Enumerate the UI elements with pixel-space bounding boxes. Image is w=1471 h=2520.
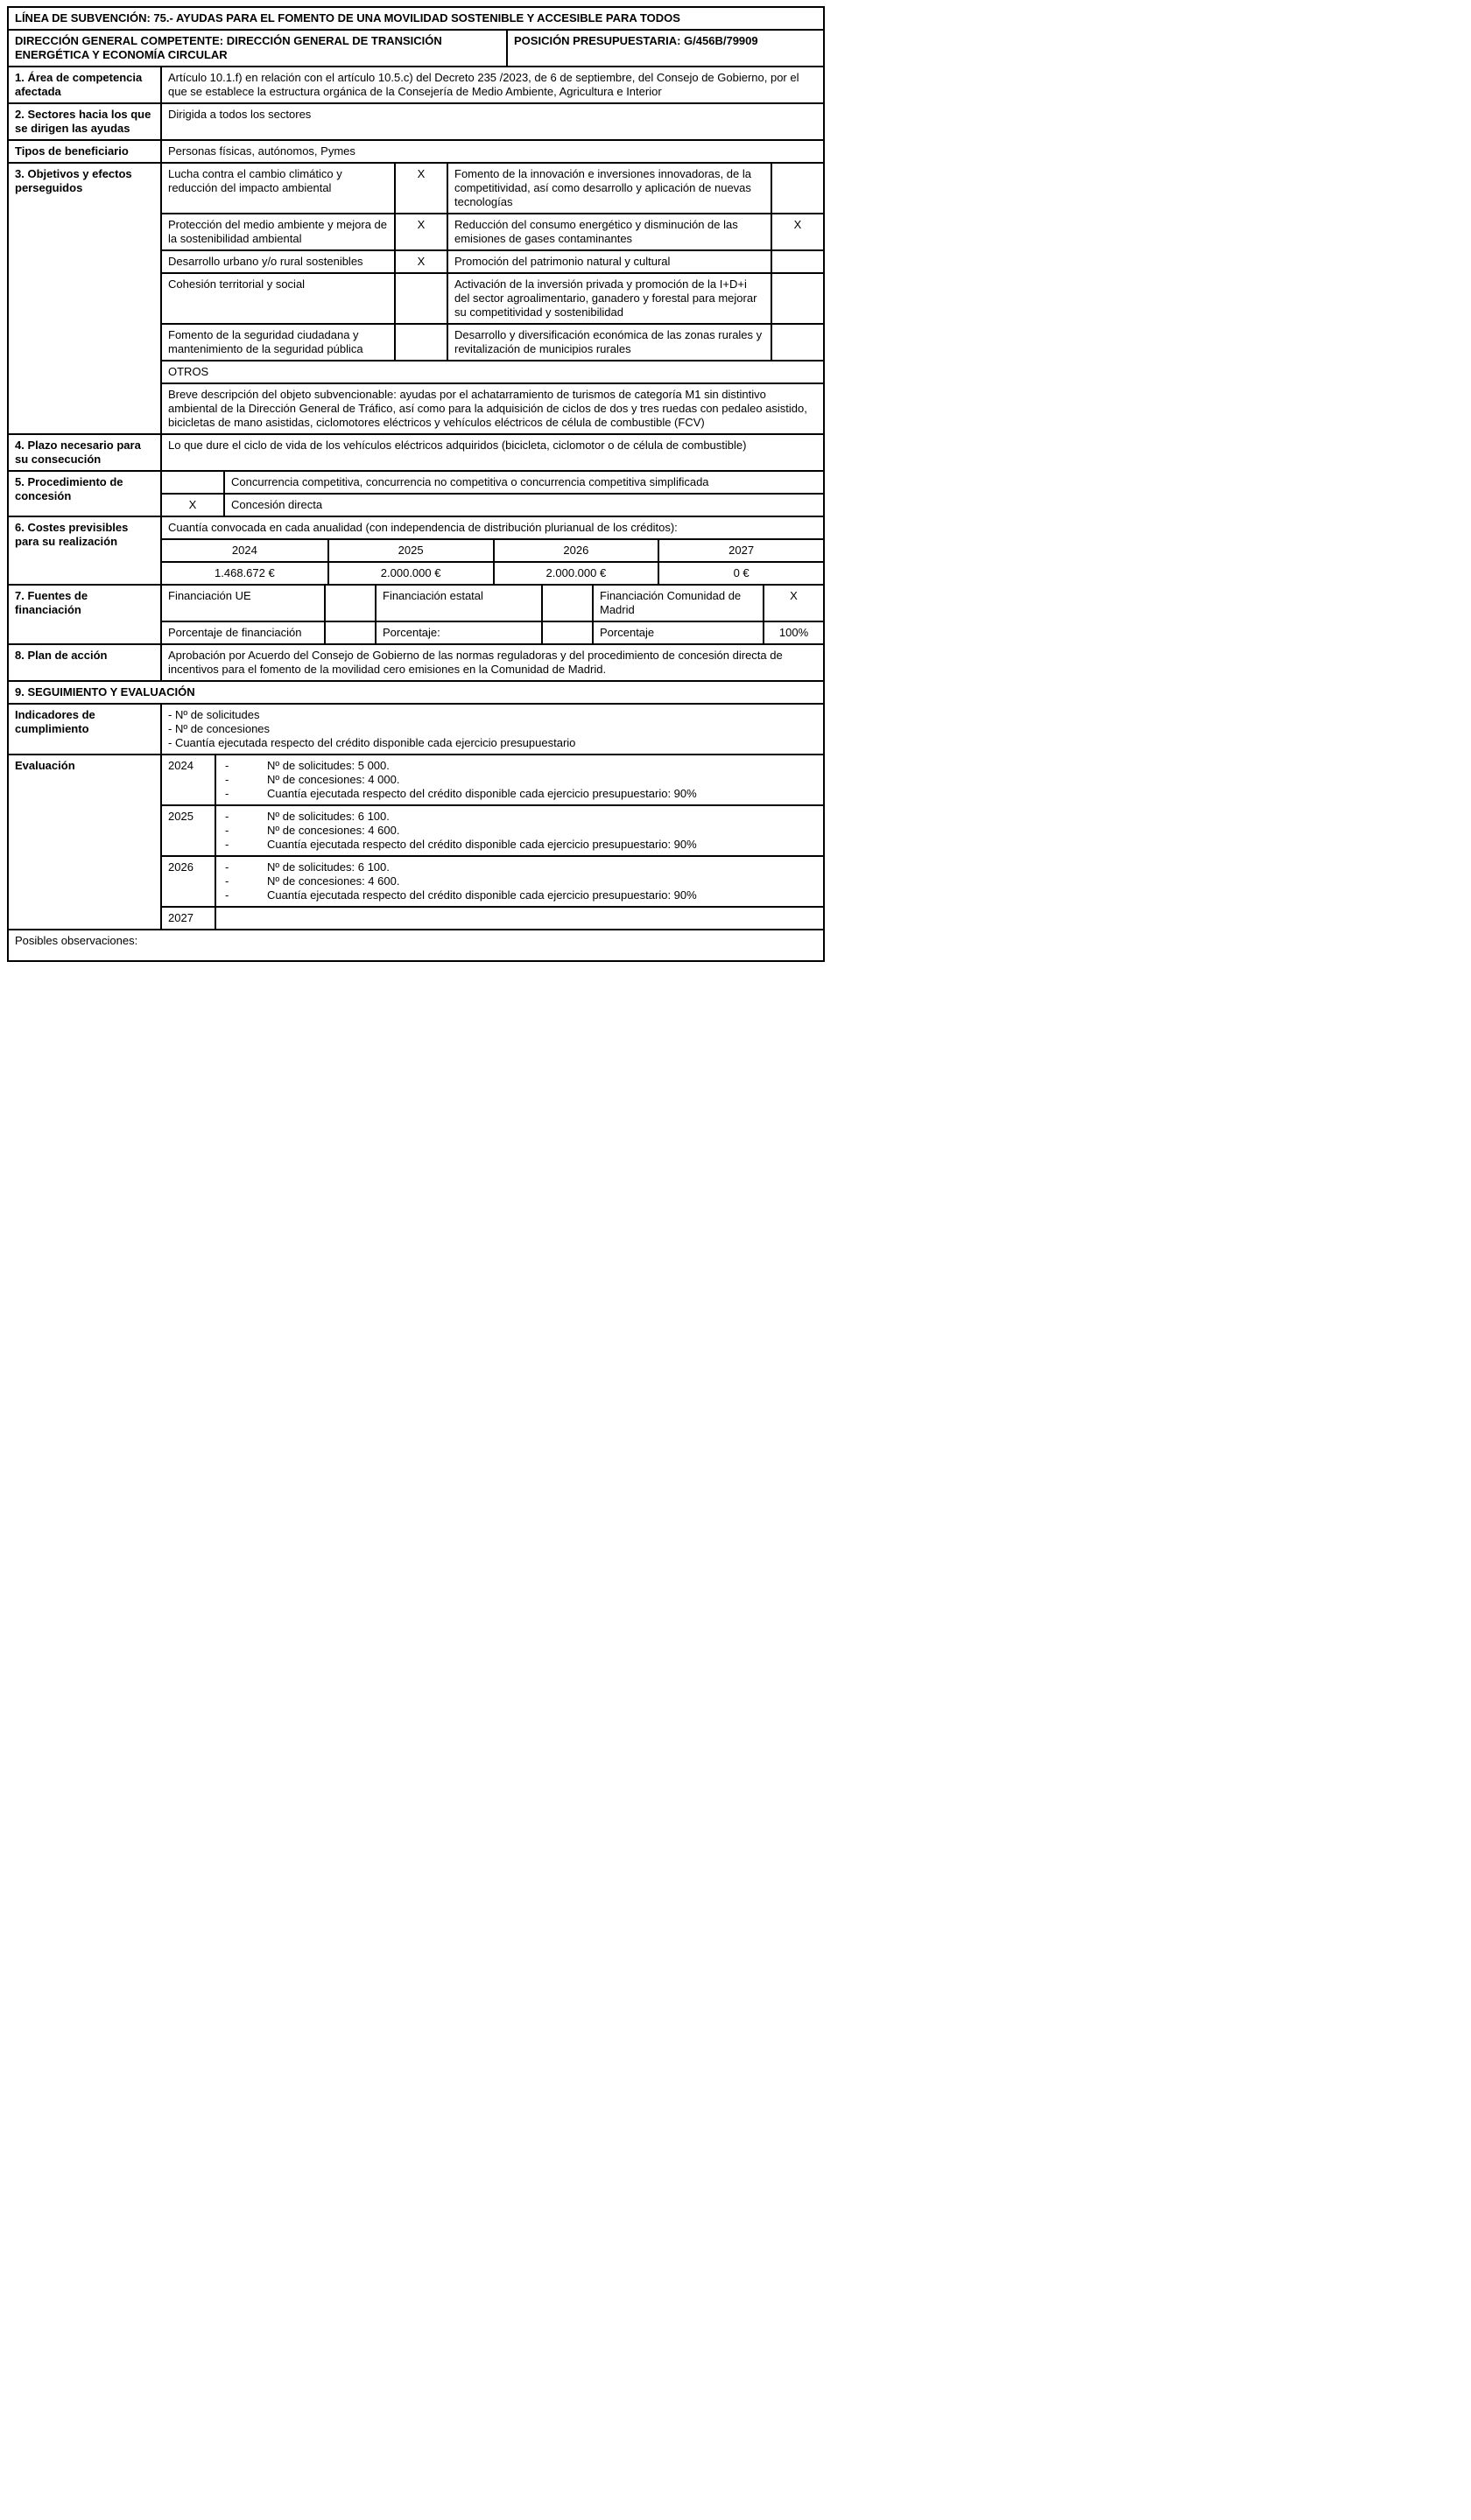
- financiacion-ue-label: Financiación UE: [168, 589, 251, 602]
- procedimiento-text: Concesión directa: [223, 495, 823, 516]
- objetivos-row: [9, 162, 823, 433]
- objetivo-left-label: Protección del medio ambiente y mejora de la sostenibilidad ambiental: [168, 218, 388, 245]
- costes-row: [9, 516, 823, 584]
- sectores-value: Dirigida a todos los sectores: [168, 108, 312, 121]
- porcentaje-comunidad-value: 100%: [763, 622, 823, 643]
- objetivo-row-5: [162, 323, 823, 360]
- objetivo-left-mark: X: [394, 164, 447, 213]
- evaluacion-2027-row: [162, 906, 823, 929]
- evaluacion-item: [216, 838, 823, 852]
- objetivo-left-mark: X: [394, 214, 447, 249]
- bullet-dash: -: [225, 787, 229, 800]
- area-competencia-value-col: [162, 67, 823, 102]
- observaciones-row: [9, 929, 823, 960]
- evaluacion-item: [216, 874, 823, 888]
- evaluacion-year: 2024: [162, 755, 216, 804]
- porcentaje-financiacion-label: Porcentaje de financiación: [168, 626, 302, 639]
- costes-amount: 1.468.672 €: [215, 566, 275, 579]
- porcentaje-estatal-label: Porcentaje:: [375, 622, 541, 643]
- beneficiario-row: [9, 139, 823, 162]
- objetivo-row-4: [162, 272, 823, 323]
- plan-accion-value: Aprobación por Acuerdo del Consejo de Gobierno de las normas reguladoras y del procedimiento de concesión directa de incentivos para el fomento de la movilidad cero emisiones en la Comunidad de Madrid.: [168, 649, 783, 676]
- indicador-item: - Nº de solicitudes: [168, 708, 260, 721]
- financiacion-estatal-label: Financiación estatal: [375, 586, 541, 621]
- evaluacion-year: 2027: [162, 908, 216, 929]
- procedimiento-value-col: [162, 472, 823, 516]
- evaluacion-2026-row: [162, 855, 823, 906]
- objetivo-right-label: Desarrollo y diversificación económica de las zonas rurales y revitalización de municipios rurales: [447, 325, 771, 360]
- indicadores-row: [9, 703, 823, 754]
- costes-value-col: [162, 517, 823, 584]
- area-competencia-label: 1. Área de competencia afectada: [9, 67, 162, 102]
- indicador-item: - Cuantía ejecutada respecto del crédito disponible cada ejercicio presupuestario: [168, 736, 576, 749]
- objetivo-left-mark: [394, 274, 447, 323]
- evaluacion-item-text: Nº de solicitudes: 6 100.: [267, 810, 390, 823]
- evaluacion-row: [9, 754, 823, 929]
- evaluacion-item-text: Cuantía ejecutada respecto del crédito disponible cada ejercicio presupuestario: 90%: [267, 888, 697, 902]
- evaluacion-2024-row: [162, 755, 823, 804]
- bullet-dash: -: [225, 773, 229, 786]
- beneficiario-label: Tipos de beneficiario: [9, 141, 162, 162]
- evaluacion-value-col: [162, 755, 823, 929]
- evaluacion-item: [216, 773, 823, 787]
- costes-year: 2024: [231, 544, 257, 557]
- evaluacion-2025-row: [162, 804, 823, 855]
- objetivo-left-label: Cohesión territorial y social: [168, 277, 306, 291]
- plazo-value-col: [162, 435, 823, 470]
- objetivo-left-label: Fomento de la seguridad ciudadana y mantenimiento de la seguridad pública: [168, 328, 363, 355]
- evaluacion-item: [216, 810, 823, 824]
- bullet-dash: -: [225, 888, 229, 902]
- costes-label: 6. Costes previsibles para su realización: [9, 517, 162, 584]
- costes-intro: Cuantía convocada en cada anualidad (con independencia de distribución plurianual de los créditos):: [168, 521, 678, 534]
- plan-accion-label: 8. Plan de acción: [9, 645, 162, 680]
- beneficiario-value: Personas físicas, autónomos, Pymes: [168, 144, 355, 158]
- costes-amounts-row: [162, 561, 823, 584]
- evaluacion-items: [216, 908, 823, 929]
- costes-amount: 0 €: [658, 563, 823, 584]
- plazo-label: 4. Plazo necesario para su consecución: [9, 435, 162, 470]
- objetivo-row-3: [162, 249, 823, 272]
- fuentes-value-col: [162, 586, 823, 643]
- posicion-presupuestaria-cell: POSICIÓN PRESUPUESTARIA: G/456B/79909: [514, 34, 758, 47]
- seguimiento-row: [9, 680, 823, 703]
- objetivos-descripcion-row: [162, 383, 823, 433]
- objetivo-right-mark: [771, 274, 823, 323]
- evaluacion-items: [216, 806, 823, 855]
- porcentaje-comunidad-label: Porcentaje: [592, 622, 763, 643]
- header-row: [9, 29, 823, 66]
- objetivos-otros-row: [162, 360, 823, 383]
- objetivo-right-label: Promoción del patrimonio natural y cultural: [447, 251, 771, 272]
- fuentes-tipo-row: [162, 586, 823, 621]
- costes-amount: 2.000.000 €: [493, 563, 658, 584]
- costes-year: 2027: [658, 540, 823, 561]
- bullet-dash: -: [225, 874, 229, 888]
- objetivos-otros-label: OTROS: [168, 365, 209, 378]
- plazo-value: Lo que dure el ciclo de vida de los vehículos eléctricos adquiridos (bicicleta, ciclomotor o de célula de combustible): [168, 439, 747, 452]
- costes-year: 2026: [493, 540, 658, 561]
- evaluacion-item: [216, 759, 823, 773]
- objetivo-right-label: Activación de la inversión privada y promoción de la I+D+i del sector agroalimentario, ganadero y forestal para mejorar su competitividad y sostenibilidad: [447, 274, 771, 323]
- financiacion-ue-mark: [324, 586, 375, 621]
- evaluacion-item-text: Nº de concesiones: 4 600.: [267, 874, 400, 888]
- evaluacion-item-text: Cuantía ejecutada respecto del crédito disponible cada ejercicio presupuestario: 90%: [267, 787, 697, 800]
- evaluacion-item: [216, 888, 823, 902]
- evaluacion-item-text: Nº de solicitudes: 5 000.: [267, 759, 390, 772]
- objetivo-left-label: Lucha contra el cambio climático y reducción del impacto ambiental: [168, 167, 342, 194]
- plan-accion-row: [9, 643, 823, 680]
- area-competencia-row: [9, 66, 823, 102]
- procedimiento-row: [9, 470, 823, 516]
- objetivo-right-mark: X: [771, 214, 823, 249]
- objetivos-descripcion: Breve descripción del objeto subvencionable: ayudas por el achatarramiento de turismos de categoría M1 sin distintivo ambiental de la Dirección General de Tráfico, así como para la adquisición de ciclos de dos y tres ruedas con pedaleo asistido, bicicletas de mano asistidas, ciclomotores eléctricos y vehículos eléctricos de célula de combustible (FCV): [168, 388, 807, 429]
- fuentes-porcentaje-row: [162, 621, 823, 643]
- area-competencia-value: Artículo 10.1.f) en relación con el artículo 10.5.c) del Decreto 235 /2023, de 6 de septiembre, del Consejo de Gobierno, por el que se establece la estructura orgánica de la Consejería de Medio Ambiente, Agricultura e Interior: [168, 71, 799, 98]
- direccion-general-cell: DIRECCIÓN GENERAL COMPETENTE: DIRECCIÓN GENERAL DE TRANSICIÓN ENERGÉTICA Y ECONOMÍA CIRCULAR: [9, 31, 508, 66]
- costes-amount: 2.000.000 €: [327, 563, 493, 584]
- bullet-dash: -: [225, 824, 229, 837]
- objetivo-left-mark: [394, 325, 447, 360]
- sectores-value-col: [162, 104, 823, 139]
- financiacion-estatal-mark: [541, 586, 592, 621]
- objetivo-row-1: [162, 164, 823, 213]
- bullet-dash: -: [225, 810, 229, 823]
- evaluacion-item-text: Nº de concesiones: 4 000.: [267, 773, 400, 786]
- plan-accion-value-col: [162, 645, 823, 680]
- porcentaje-ue-value: [324, 622, 375, 643]
- objetivo-row-2: [162, 213, 823, 249]
- indicadores-list: [162, 705, 823, 754]
- objetivo-right-mark: [771, 325, 823, 360]
- costes-intro-row: [162, 517, 823, 538]
- sectores-row: [9, 102, 823, 139]
- evaluacion-item: [216, 824, 823, 838]
- evaluacion-item-text: Nº de concesiones: 4 600.: [267, 824, 400, 837]
- objetivo-left-mark: X: [394, 251, 447, 272]
- beneficiario-value-col: [162, 141, 823, 162]
- procedimiento-mark: X: [188, 498, 197, 511]
- objetivos-value-col: [162, 164, 823, 433]
- objetivo-left-label: Desarrollo urbano y/o rural sostenibles: [168, 255, 363, 268]
- evaluacion-item-text: Nº de solicitudes: 6 100.: [267, 860, 390, 874]
- procedimiento-text: Concurrencia competitiva, concurrencia no competitiva o concurrencia competitiva simplificada: [223, 472, 823, 493]
- evaluacion-item: [216, 787, 823, 801]
- evaluacion-year: 2025: [162, 806, 216, 855]
- subsidy-line-title: LÍNEA DE SUBVENCIÓN: 75.- AYUDAS PARA EL FOMENTO DE UNA MOVILIDAD SOSTENIBLE Y ACCESIBLE PARA TODOS: [15, 11, 680, 25]
- costes-year: 2025: [327, 540, 493, 561]
- subsidy-line-table: [7, 6, 825, 962]
- bullet-dash: -: [225, 838, 229, 851]
- indicadores-value-col: [162, 705, 823, 754]
- evaluacion-label: Evaluación: [9, 755, 162, 929]
- evaluacion-item: [216, 860, 823, 874]
- bullet-dash: -: [225, 860, 229, 874]
- objetivo-right-label: Reducción del consumo energético y disminución de las emisiones de gases contaminantes: [447, 214, 771, 249]
- procedimiento-label: 5. Procedimiento de concesión: [9, 472, 162, 516]
- observaciones-label: Posibles observaciones:: [15, 934, 138, 947]
- indicador-item: - Nº de concesiones: [168, 722, 271, 735]
- financiacion-comunidad-mark: X: [763, 586, 823, 621]
- procedimiento-option-2: [162, 493, 823, 516]
- objetivos-label: 3. Objetivos y efectos perseguidos: [9, 164, 162, 433]
- porcentaje-estatal-value: [541, 622, 592, 643]
- sectores-label: 2. Sectores hacia los que se dirigen las ayudas: [9, 104, 162, 139]
- objetivo-right-mark: [771, 164, 823, 213]
- title-row: [9, 8, 823, 29]
- procedimiento-mark: [162, 472, 223, 493]
- evaluacion-year: 2026: [162, 857, 216, 906]
- plazo-row: [9, 433, 823, 470]
- fuentes-row: [9, 584, 823, 643]
- procedimiento-option-1: [162, 472, 823, 493]
- objetivo-right-label: Fomento de la innovación e inversiones innovadoras, de la competitividad, así como desarrollo y aplicación de nuevas tecnologías: [447, 164, 771, 213]
- costes-years-row: [162, 538, 823, 561]
- evaluacion-items: [216, 857, 823, 906]
- evaluacion-items: [216, 755, 823, 804]
- financiacion-comunidad-label: Financiación Comunidad de Madrid: [592, 586, 763, 621]
- evaluacion-item-text: Cuantía ejecutada respecto del crédito disponible cada ejercicio presupuestario: 90%: [267, 838, 697, 851]
- objetivo-right-mark: [771, 251, 823, 272]
- bullet-dash: -: [225, 759, 229, 772]
- fuentes-label: 7. Fuentes de financiación: [9, 586, 162, 643]
- indicadores-label: Indicadores de cumplimiento: [9, 705, 162, 754]
- seguimiento-title: 9. SEGUIMIENTO Y EVALUACIÓN: [15, 685, 195, 698]
